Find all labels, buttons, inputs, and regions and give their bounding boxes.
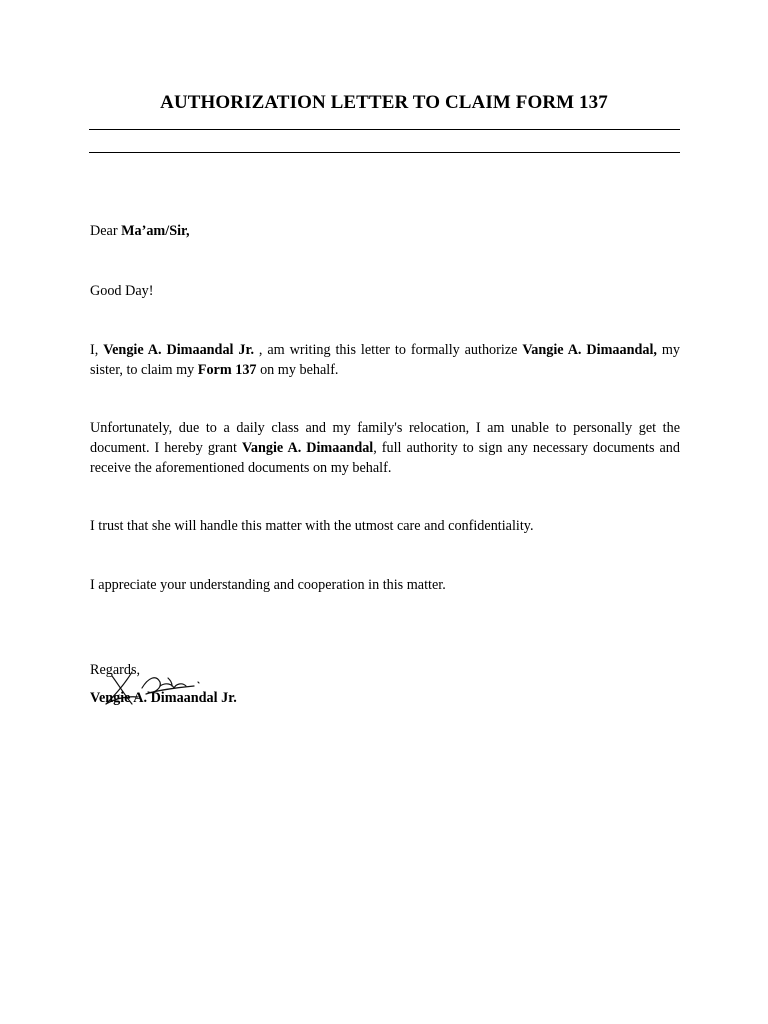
paragraph-appreciation: I appreciate your understanding and cooperation in this matter. (90, 577, 446, 593)
salutation-name: Ma’am/Sir, (121, 223, 190, 239)
title-rule-top (89, 129, 680, 130)
closing: Regards, (90, 662, 141, 678)
signer-name: Vengie A. Dimaandal Jr. (90, 690, 237, 706)
paragraph-authorization (90, 340, 680, 380)
para2-text-1: Unfortunately, due to a daily class and my family's relocation, I am unable to personally get the document. I hereby grant (90, 420, 680, 456)
title-rule-bottom (89, 152, 680, 153)
grantee-name: Vangie A. Dimaandal (241, 440, 374, 456)
para1-text-1: I, (90, 342, 104, 358)
para1-text-4: on my behalf. (256, 362, 339, 378)
document-name: Form 137 (197, 362, 257, 378)
author-name: Vengie A. Dimaandal Jr. (103, 342, 255, 358)
salutation (90, 221, 680, 241)
para2-text-2: , full authority to sign any necessary documents and receive the aforementioned documents on my behalf. (90, 440, 680, 476)
letter-title: AUTHORIZATION LETTER TO CLAIM FORM 137 (160, 92, 608, 113)
paragraph-trust: I trust that she will handle this matter with the utmost care and confidentiality. (90, 518, 534, 534)
para1-text-2: , am writing this letter to formally authorize (254, 342, 523, 358)
authorized-person-name: Vangie A. Dimaandal, (522, 342, 657, 358)
salutation-prefix: Dear (90, 223, 122, 239)
paragraph-reason (90, 418, 680, 478)
greeting: Good Day! (90, 283, 154, 299)
para1-text-3: my sister, to claim my (90, 342, 680, 378)
